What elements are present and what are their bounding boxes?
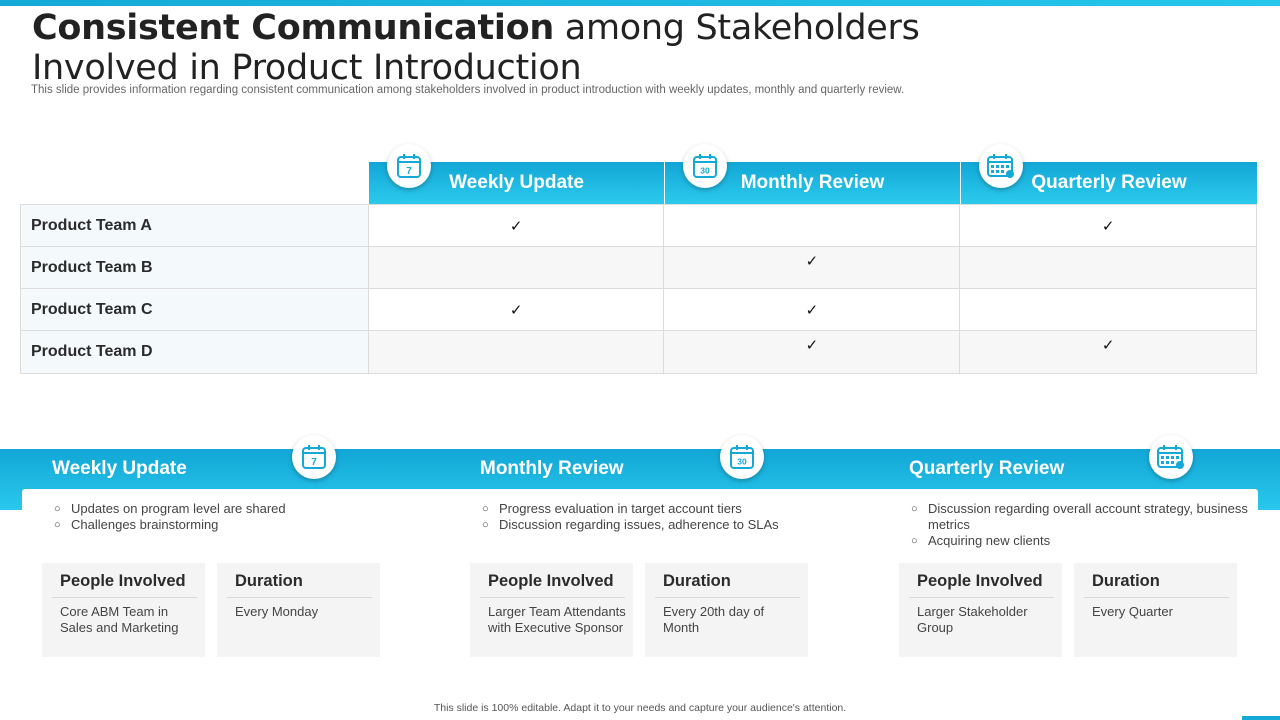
calendar-icon-number: 7 [311,457,317,468]
card-text: Every Monday [235,604,319,619]
check-mark-icon: ✓ [805,301,819,319]
bottom-accent-bar [1242,716,1280,720]
card-divider [227,597,372,598]
check-mark-icon: ✓ [805,253,819,270]
calendar-30-icon [683,144,727,188]
column-header-label: Quarterly Review [1031,172,1187,193]
table-cell [664,289,960,330]
calendar-grid-icon [979,144,1023,188]
duration-card [1074,563,1237,657]
table-cell [960,247,1256,288]
card-text: Larger Stakeholder Group [917,604,1028,635]
card-title: People Involved [917,572,1043,590]
calendar-30-icon-number: 30 [700,165,710,176]
calendar-7-icon-number: 7 [406,166,412,177]
bullet-item: ○ Challenges brainstorming [53,517,393,533]
table-cell [369,205,665,246]
card-text: Every 20th day of Month [663,604,765,635]
card-title: Duration [235,572,303,590]
check-mark-icon: ✓ [1101,217,1115,235]
table-row [21,331,1256,373]
communication-table [20,162,1257,374]
column-header-monthly [665,162,961,204]
row-label: Product Team A [21,205,369,246]
section-bullets [910,501,1250,549]
row-label: Product Team C [21,289,369,330]
page-subtitle: This slide provides information regarding consistent communication among stakeholders involved in product introduction with weekly updates, monthly and quarterly review. [31,84,905,96]
bullet-item: ○ Discussion regarding issues, adherence to SLAs [481,517,821,533]
section-title: Monthly Review [480,458,624,479]
card-title: People Involved [60,572,186,590]
page-title-bold: Consistent Communication [32,8,554,48]
section-bullets [53,501,393,533]
card-text: Every Quarter [1092,604,1173,619]
table-header [20,162,1257,204]
duration-card [645,563,808,657]
check-mark-icon: ✓ [805,337,819,354]
page-title [32,8,1032,88]
table-cell [664,247,960,288]
people-involved-card [899,563,1062,657]
calendar-30-icon [720,435,764,479]
table-row [21,247,1256,289]
top-accent-bar [0,0,1280,6]
section-bullets [481,501,821,533]
card-text: Larger Team Attendants with Executive Sponsor [488,604,626,635]
table-row [21,289,1256,331]
row-label: Product Team B [21,247,369,288]
section-title: Quarterly Review [909,458,1065,479]
card-divider [655,597,800,598]
column-header-label: Weekly Update [449,172,584,193]
table-body [20,204,1257,374]
calendar-7-icon [387,144,431,188]
table-header-blank [20,162,369,204]
column-header-quarterly [961,162,1257,204]
card-divider [52,597,197,598]
column-header-weekly [369,162,665,204]
table-cell [369,289,665,330]
table-row [21,205,1256,247]
card-title: Duration [1092,572,1160,590]
card-title: People Involved [488,572,614,590]
people-involved-card [470,563,633,657]
card-divider [1084,597,1229,598]
calendar-icon-number: 30 [737,456,747,467]
bullet-item: ○ Progress evaluation in target account tiers [481,501,821,517]
section-title: Weekly Update [52,458,187,479]
bullet-item: ○ Acquiring new clients [910,533,1250,549]
card-divider [480,597,625,598]
column-header-label: Monthly Review [740,172,885,193]
card-divider [909,597,1054,598]
check-mark-icon: ✓ [509,301,523,319]
footer-note: This slide is 100% editable. Adapt it to your needs and capture your audience's attention. [433,702,847,714]
row-label: Product Team D [21,331,369,373]
table-cell [664,331,960,373]
card-text: Core ABM Team in Sales and Marketing [60,604,179,635]
duration-card [217,563,380,657]
check-mark-icon: ✓ [509,217,523,235]
table-cell [960,289,1256,330]
table-cell [960,331,1256,373]
table-cell [664,205,960,246]
check-mark-icon: ✓ [1101,337,1115,354]
table-cell [369,247,665,288]
bullet-item: ○ Discussion regarding overall account strategy, business metrics [910,501,1250,533]
card-title: Duration [663,572,731,590]
calendar-7-icon [292,435,336,479]
table-cell [960,205,1256,246]
people-involved-card [42,563,205,657]
table-cell [369,331,665,373]
calendar-grid-icon [1149,435,1193,479]
bullet-item: ○ Updates on program level are shared [53,501,393,517]
page-title-regular: among Stakeholders Involved in Product Introduction [32,8,920,88]
